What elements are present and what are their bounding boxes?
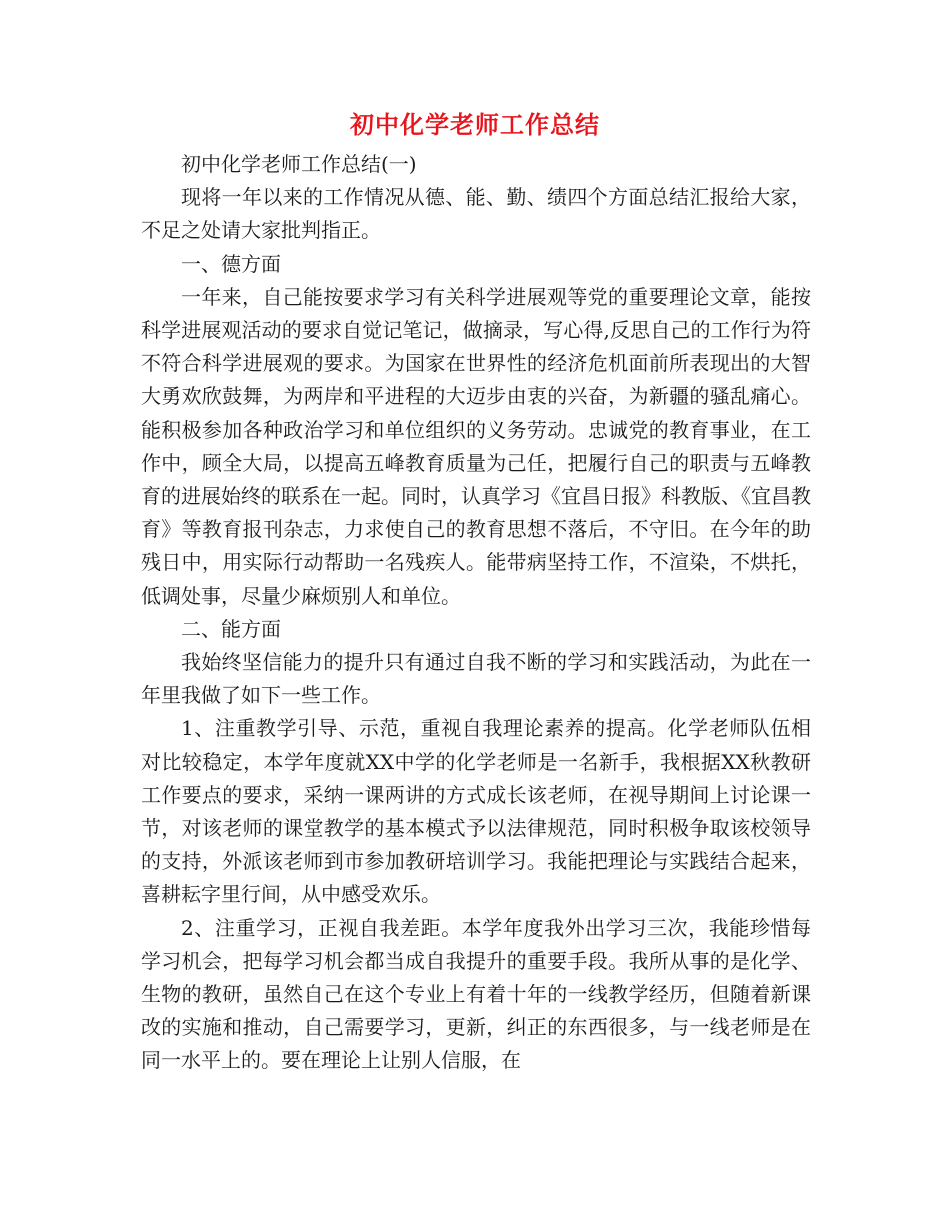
neng-item-2-paragraph: 2、注重学习，正视自我差距。本学年度我外出学习三次，我能珍惜每学习机会，把每学习机会都当成自我提升的重要手段。我所从事的是化学、生物的教研，虽然自己在这个专业上有着十年的一线教学经历，但随着新课改的实施和推动，自己需要学习，更新，纠正的东西很多，与一线老师是在同一水平上的。要在理论上让别人信服，在 bbox=[141, 915, 811, 1073]
intro-paragraph: 现将一年以来的工作情况从德、能、勤、绩四个方面总结汇报给大家，不足之处请大家批判指正。 bbox=[141, 185, 811, 243]
neng-intro-paragraph: 我始终坚信能力的提升只有通过自我不断的学习和实践活动，为此在一年里我做了如下一些工作。 bbox=[141, 650, 811, 708]
section-heading-neng: 二、能方面 bbox=[181, 616, 281, 641]
document-body bbox=[141, 148, 811, 1078]
neng-item-1-paragraph: 1、注重教学引导、示范，重视自我理论素养的提高。化学老师队伍相对比较稳定，本学年度就XX中学的化学老师是一名新手，我根据XX秋教研工作要点的要求，采纳一课两讲的方式成长该老师，在视导期间上讨论课一节，对该老师的课堂教学的基本模式予以法律规范，同时积极争取该校领导的支持，外派该老师到市参加教研培训学习。我能把理论与实践结合起来，喜耕耘字里行间，从中感受欢乐。 bbox=[141, 716, 811, 907]
de-paragraph: 一年来，自己能按要求学习有关科学进展观等党的重要理论文章，能按科学进展观活动的要求自觉记笔记，做摘录，写心得,反思自己的工作行为符不符合科学进展观的要求。为国家在世界性的经济危机面前所表现出的大智大勇欢欣鼓舞，为两岸和平进程的大迈步由衷的兴奋，为新疆的骚乱痛心。能积极参加各种政治学习和单位组织的义务劳动。忠诚党的教育事业，在工作中，顾全大局，以提高五峰教育质量为己任，把履行自己的职责与五峰教育的进展始终的联系在一起。同时，认真学习《宜昌日报》科教版、《宜昌教育》等教育报刊杂志，力求使自己的教育思想不落后，不守旧。在今年的助残日中，用实际行动帮助一名残疾人。能带病坚持工作，不渲染，不烘托，低调处事，尽量少麻烦别人和单位。 bbox=[141, 284, 811, 608]
section-heading-de: 一、德方面 bbox=[181, 251, 281, 276]
subtitle-paragraph: 初中化学老师工作总结(一) bbox=[181, 152, 417, 176]
document-title: 初中化学老师工作总结 bbox=[350, 110, 600, 139]
